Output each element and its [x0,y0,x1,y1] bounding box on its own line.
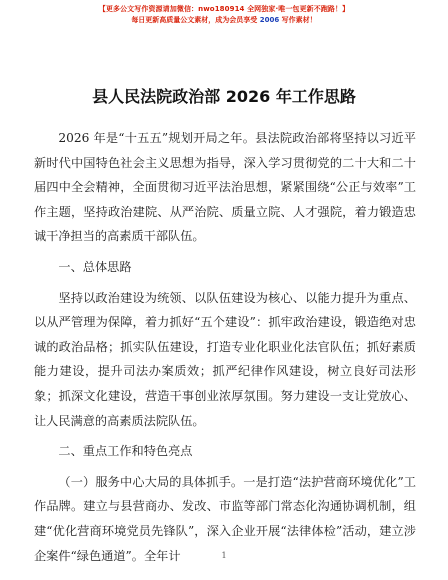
page-number: 1 [221,551,227,560]
section-heading-overall-approach: 一、总体思路 [58,259,132,274]
section-heading-key-work: 二、重点工作和特色亮点 [58,444,193,459]
promo-banner-line-2-prefix: 每日更新高质量公文素材，成为会员享受 [131,16,260,24]
intro-paragraph: 2026 年是“十五五”规划开局之年。县法院政治部将坚持以习近平新时代中国特色社会主义思想为指导，深入学习贯彻党的二十大和二十届四中全会精神，全面贯彻习近平法治思想，紧紧围绕“公正与效率”工作主题，坚持政治建院、从严治院、质量立院、人才强院，着力锻造忠诚干净担当的高素质干部队伍。 [34,131,416,244]
key-work-paragraph-1: （一）服务中心大局的具体抓手。一是打造“法护营商环境优化”工作品牌。建立与县营商办、发改、市监等部门常态化沟通协调机制，组建“优化营商环境党员先锋队”，深入企业开展“法律体检”活动，建立涉企案件“绿色通道”。全年计 [34,474,416,563]
overall-approach-paragraph: 坚持以政治建设为统领、以队伍建设为核心、以能力提升为重点、以从严管理为保障，着力抓好“五个建设”：抓牢政治建设，锻造绝对忠诚的政治品格；抓实队伍建设，打造专业化职业化法官队伍；抓好素质能力建设，提升司法办案质效；抓严纪律作风建设，树立良好司法形象；抓深文化建设，营造干事创业浓厚氛围。努力建设一支让党放心、让人民满意的高素质法院队伍。 [34,290,416,428]
document-body [34,126,416,568]
document-title: 县人民法院政治部 2026 年工作思路 [92,87,356,106]
promo-banner-line-1: 【更多公文写作资源请加微信：nwo180914 全网独家·唯一包更新不跑路！】 [98,5,350,13]
promo-banner-line-2 [0,15,448,25]
promo-banner-line-2-highlight: 2006 [259,16,280,24]
promo-banner-line-2-suffix: 写作素材！ [279,16,317,24]
promo-banner [0,4,448,25]
